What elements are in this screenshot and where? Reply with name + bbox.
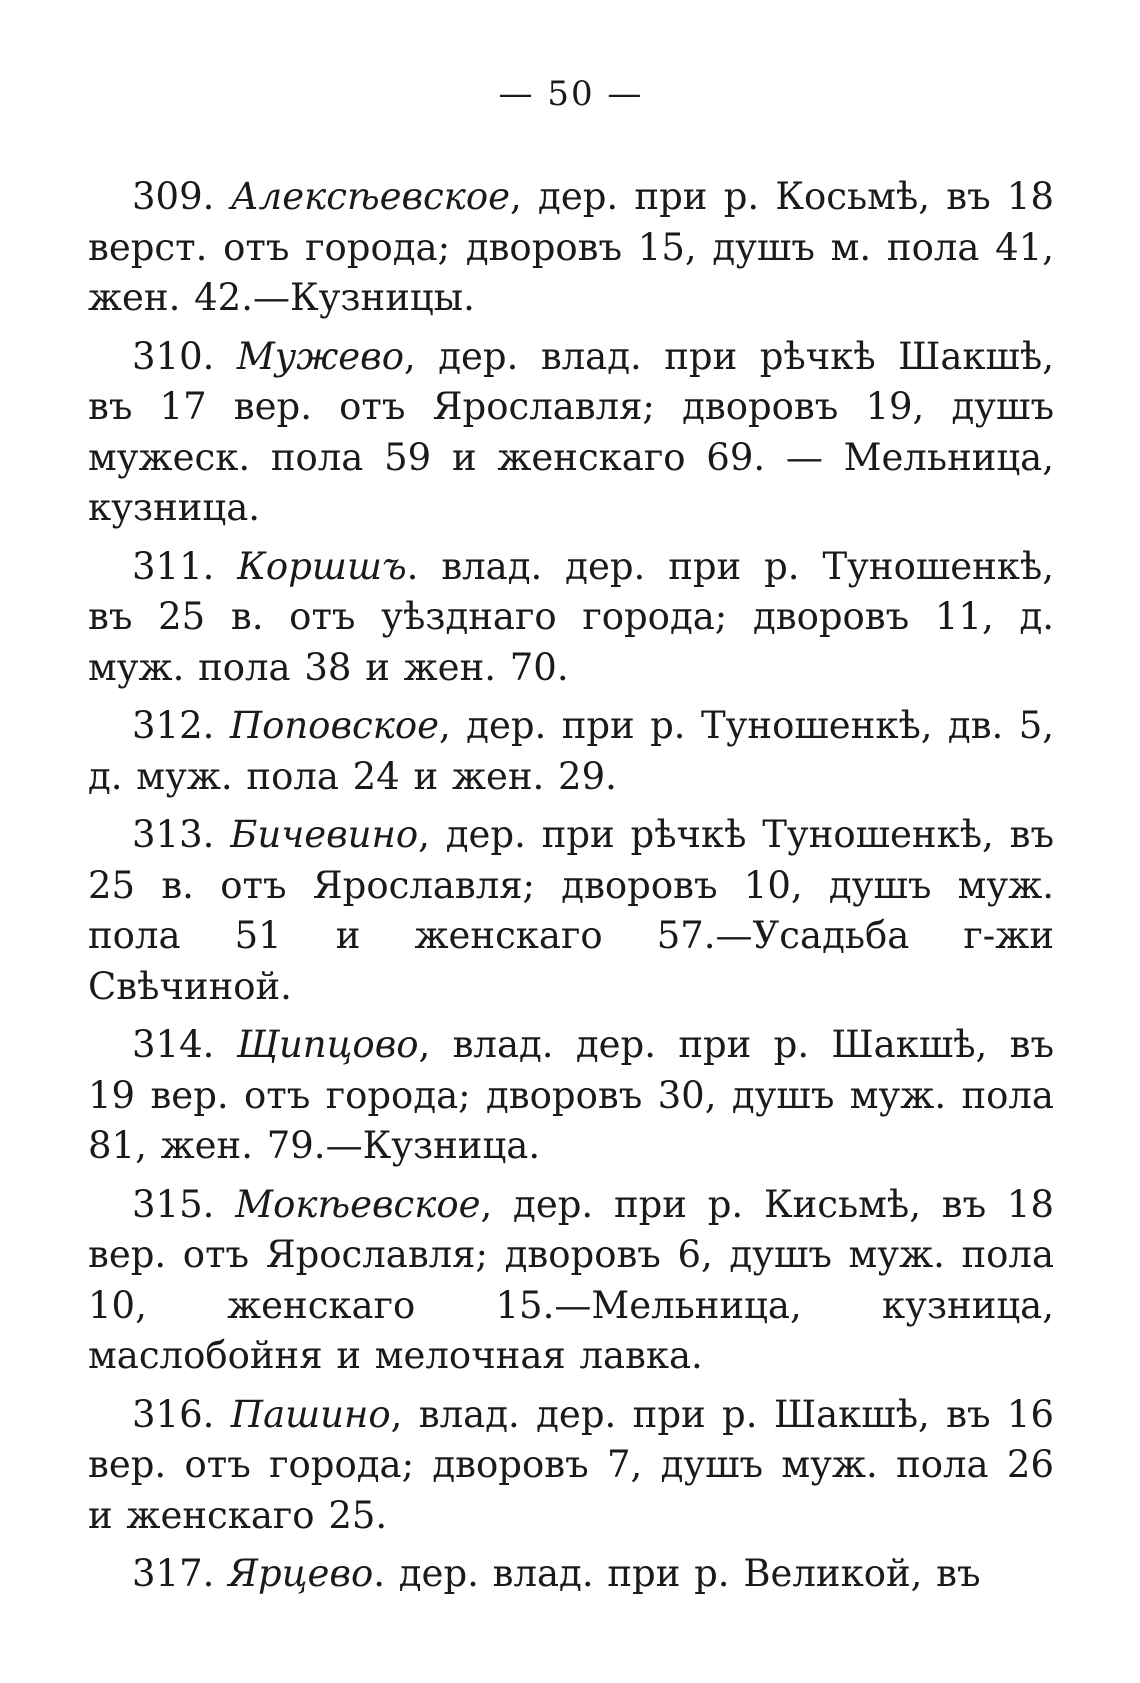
- entry-312: [88, 701, 1054, 802]
- entry-311: [88, 542, 1054, 694]
- entry-name: Ярцево: [228, 1552, 374, 1595]
- entry-number: 312.: [132, 704, 215, 747]
- entry-number: 315.: [132, 1182, 215, 1226]
- entry-number: 309.: [132, 175, 215, 218]
- entry-text: , дер. при р. Косьмѣ, въ 18 верст. отъ города; дворовъ 15, душъ м. пола 41, жен. 42.—Кузницы.: [88, 175, 1054, 319]
- entry-text: , дер. влад. при рѣчкѣ Шакшѣ, въ 17 вер. отъ Ярославля; дворовъ 19, душъ мужеск. пола 59 и женскаго 69. — Мельница, кузница.: [88, 334, 1054, 529]
- entry-number: 313.: [132, 813, 215, 856]
- entry-310: [88, 332, 1054, 534]
- entry-text: , дер. при р. Кисьмѣ, въ 18 вер. отъ Ярославля; дворовъ 6, душъ муж. пола 10, женскаго 15.—Мельница, кузница, маслобойня и мелочная лавка.: [88, 1182, 1055, 1377]
- entry-number: 314.: [132, 1023, 215, 1066]
- entry-name: Алексѣевское: [230, 175, 511, 218]
- entry-317: [88, 1549, 1054, 1600]
- entry-name: Коршшъ: [237, 544, 407, 588]
- entry-text: , дер. при рѣчкѣ Туношенкѣ, въ 25 в. отъ Ярославля; дворовъ 10, душъ муж. пола 51 и женскаго 57.—Усадьба г-жи Свѣчиной.: [88, 813, 1054, 1008]
- entries-list: [88, 172, 1054, 1608]
- entry-text: , влад. дер. при р. Шакшѣ, въ 16 вер. отъ города; дворовъ 7, душъ муж. пола 26 и женскаго 25.: [88, 1392, 1055, 1537]
- entry-name: Щипцово: [236, 1023, 419, 1066]
- entry-text: , влад. дер. при р. Шакшѣ, въ 19 вер. отъ города; дворовъ 30, душъ муж. пола 81, жен. 79.—Кузница.: [88, 1023, 1054, 1167]
- entry-number: 316.: [132, 1392, 215, 1436]
- entry-name: Мужево: [236, 334, 404, 378]
- entry-text: , дер. при р. Туношенкѣ, дв. 5, д. муж. пола 24 и жен. 29.: [88, 704, 1055, 798]
- entry-number: 317.: [132, 1552, 215, 1595]
- page-number: — 50 —: [498, 74, 644, 114]
- entry-text: . дер. влад. при р. Великой, въ: [373, 1552, 981, 1595]
- entry-316: [88, 1390, 1054, 1542]
- entry-309: [88, 172, 1054, 324]
- entry-313: [88, 810, 1054, 1012]
- entry-name: Мокѣевское: [235, 1182, 481, 1226]
- entry-text: . влад. дер. при р. Туношенкѣ, въ 25 в. отъ уѣзднаго города; дворовъ 11, д. муж. пола 38 и жен. 70.: [88, 544, 1054, 689]
- entry-name: Пашино: [230, 1392, 391, 1436]
- entry-315: [88, 1180, 1054, 1382]
- entry-name: Бичевино: [230, 813, 419, 856]
- entry-number: 311.: [132, 544, 215, 588]
- entry-name: Поповское: [229, 704, 439, 747]
- entry-number: 310.: [132, 334, 215, 378]
- entry-314: [88, 1020, 1054, 1172]
